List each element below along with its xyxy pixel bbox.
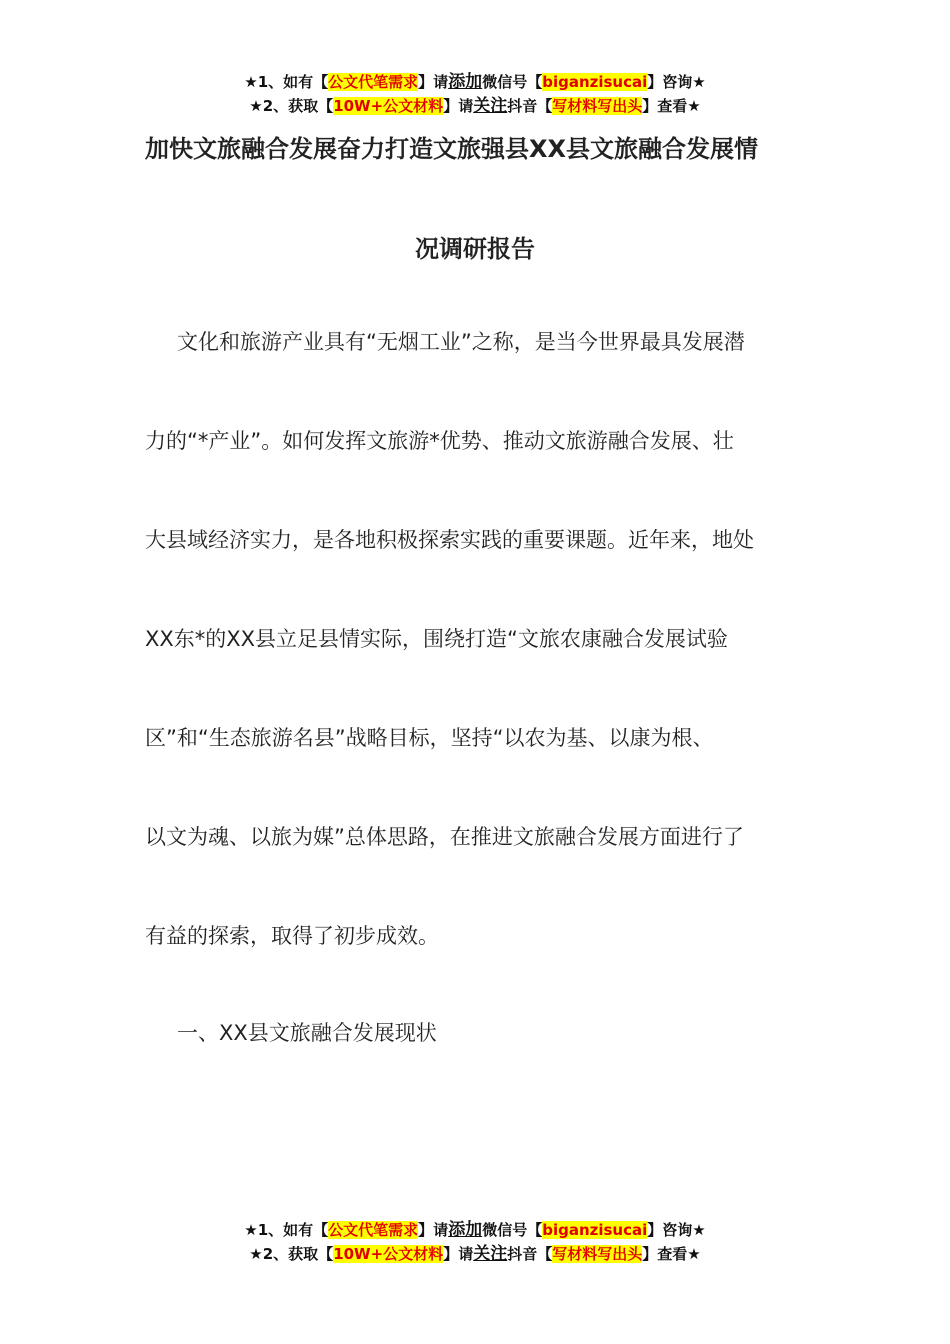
- promo-highlight-service: 公文代笔需求: [328, 73, 419, 91]
- paragraph-line: 力的“*产业”。如何发挥文旅游*优势、推动文旅游融合发展、壮: [145, 429, 734, 453]
- promo-text: 】请: [443, 97, 474, 115]
- promo-highlight-douyin: 写材料写出头: [552, 1245, 643, 1263]
- paragraph-line: 区”和“生态旅游名县”战略目标，坚持“以农为基、以康为根、: [145, 726, 714, 750]
- promo-text: ★1、如有【: [244, 73, 329, 91]
- promo-text: 抖音【: [507, 97, 553, 115]
- intro-paragraph: [145, 293, 815, 986]
- promo-text: 】查看★: [642, 1245, 701, 1263]
- promo-highlight-materials: 10W+公文材料: [333, 97, 444, 115]
- promo-text: 】请: [418, 73, 449, 91]
- promo-highlight-wechat-id: biganzisucai: [542, 1221, 648, 1239]
- promo-text: 】请: [443, 1245, 474, 1263]
- paragraph-line: 有益的探索，取得了初步成效。: [145, 924, 439, 948]
- promo-emphasis: 添加: [448, 72, 483, 92]
- promo-text: 抖音【: [507, 1245, 553, 1263]
- promo-emphasis: 关注: [473, 96, 508, 116]
- promo-highlight-douyin: 写材料写出头: [552, 97, 643, 115]
- document-title-line-1: 加快文旅融合发展奋力打造文旅强县XX县文旅融合发展情: [145, 135, 759, 163]
- promo-text: 】查看★: [642, 97, 701, 115]
- promo-emphasis: 添加: [448, 1220, 483, 1240]
- promo-text: 】咨询★: [647, 73, 706, 91]
- paragraph-line: 以文为魂、以旅为媒”总体思路，在推进文旅融合发展方面进行了: [145, 825, 744, 849]
- paragraph-line: XX东*的XX县立足县情实际，围绕打造“文旅农康融合发展试验: [145, 627, 728, 651]
- promo-line-2: [0, 94, 950, 118]
- promo-emphasis: 关注: [473, 1244, 508, 1264]
- promo-line-1: [0, 1218, 950, 1242]
- paragraph-line: 大县域经济实力，是各地积极探索实践的重要课题。近年来，地处: [145, 528, 754, 552]
- document-title-line-2: 况调研报告: [415, 235, 535, 263]
- paragraph-line: 文化和旅游产业具有“无烟工业”之称，是当今世界最具发展潜: [177, 330, 745, 354]
- promo-header: [0, 70, 950, 118]
- promo-text: ★2、获取【: [249, 1245, 334, 1263]
- promo-text: ★1、如有【: [244, 1221, 329, 1239]
- promo-text: 】咨询★: [647, 1221, 706, 1239]
- promo-text: 微信号【: [482, 1221, 543, 1239]
- promo-footer: [0, 1218, 950, 1266]
- promo-line-1: [0, 70, 950, 94]
- promo-text: 】请: [418, 1221, 449, 1239]
- promo-text: 微信号【: [482, 73, 543, 91]
- promo-text: ★2、获取【: [249, 97, 334, 115]
- promo-highlight-service: 公文代笔需求: [328, 1221, 419, 1239]
- promo-line-2: [0, 1242, 950, 1266]
- section-heading-1: 一、XX县文旅融合发展现状: [177, 1021, 437, 1045]
- promo-highlight-wechat-id: biganzisucai: [542, 73, 648, 91]
- promo-highlight-materials: 10W+公文材料: [333, 1245, 444, 1263]
